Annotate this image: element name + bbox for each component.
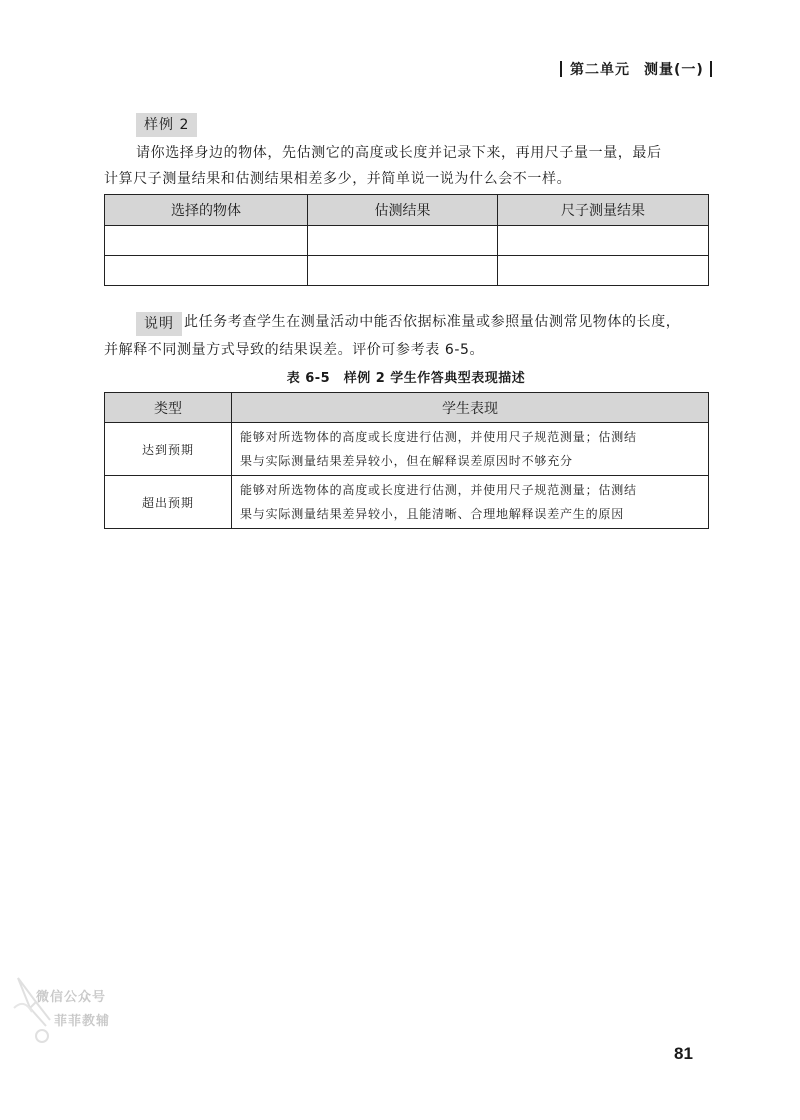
table-cell	[105, 256, 308, 286]
table-cell	[105, 226, 308, 256]
sample-text-line-2: 计算尺子测量结果和估测结果相差多少，并简单说一说为什么会不一样。	[104, 171, 572, 187]
header-divider-right	[710, 61, 712, 77]
description-line: 果与实际测量结果差异较小，且能清晰、合理地解释误差产生的原因	[240, 507, 625, 521]
table-row	[105, 476, 709, 529]
description-line: 果与实际测量结果差异较小，但在解释误差原因时不够充分	[240, 454, 573, 468]
col-header-object: 选择的物体	[105, 195, 308, 226]
description-line: 能够对所选物体的高度或长度进行估测，并使用尺子规范测量；估测结	[240, 430, 637, 444]
row-description	[232, 423, 709, 476]
table-row	[105, 423, 709, 476]
performance-table	[104, 392, 709, 529]
sample-text-line-1: 请你选择身边的物体，先估测它的高度或长度并记录下来，再用尺子量一量，最后	[136, 145, 662, 161]
page-number: 81	[674, 1044, 693, 1063]
note-text-line-2: 并解释不同测量方式导致的结果误差。评价可参考表 6-5。	[104, 342, 485, 358]
header-topic: 测量(一)	[644, 62, 704, 78]
watermark-line-2: 菲菲教辅	[54, 1014, 111, 1029]
header-divider-left	[560, 61, 562, 77]
row-type: 达到预期	[105, 423, 232, 476]
col-header-ruler-result: 尺子测量结果	[498, 195, 709, 226]
col-header-type: 类型	[105, 393, 232, 423]
row-type: 超出预期	[105, 476, 232, 529]
watermark-rocket-icon	[10, 968, 56, 1048]
table-cell	[308, 256, 498, 286]
performance-table-header	[105, 393, 709, 423]
col-header-performance: 学生表现	[232, 393, 709, 423]
watermark-line-1: 微信公众号	[36, 990, 107, 1005]
table-cell	[308, 226, 498, 256]
running-header	[560, 58, 750, 80]
table-row	[105, 226, 709, 256]
table-caption: 表 6-5 样例 2 学生作答典型表现描述	[286, 371, 526, 386]
row-description	[232, 476, 709, 529]
header-unit: 第二单元	[570, 62, 630, 78]
sample-tag: 样例 2	[136, 113, 197, 137]
recording-table-header	[105, 195, 709, 226]
table-cell	[498, 226, 709, 256]
description-line: 能够对所选物体的高度或长度进行估测，并使用尺子规范测量；估测结	[240, 483, 637, 497]
note-tag: 说明	[136, 312, 182, 336]
table-row	[105, 256, 709, 286]
note-text-line-1: 此任务考查学生在测量活动中能否依据标准量或参照量估测常见物体的长度，	[184, 314, 681, 330]
watermark	[10, 968, 140, 1048]
recording-table	[104, 194, 709, 286]
col-header-estimate: 估测结果	[308, 195, 498, 226]
table-cell	[498, 256, 709, 286]
